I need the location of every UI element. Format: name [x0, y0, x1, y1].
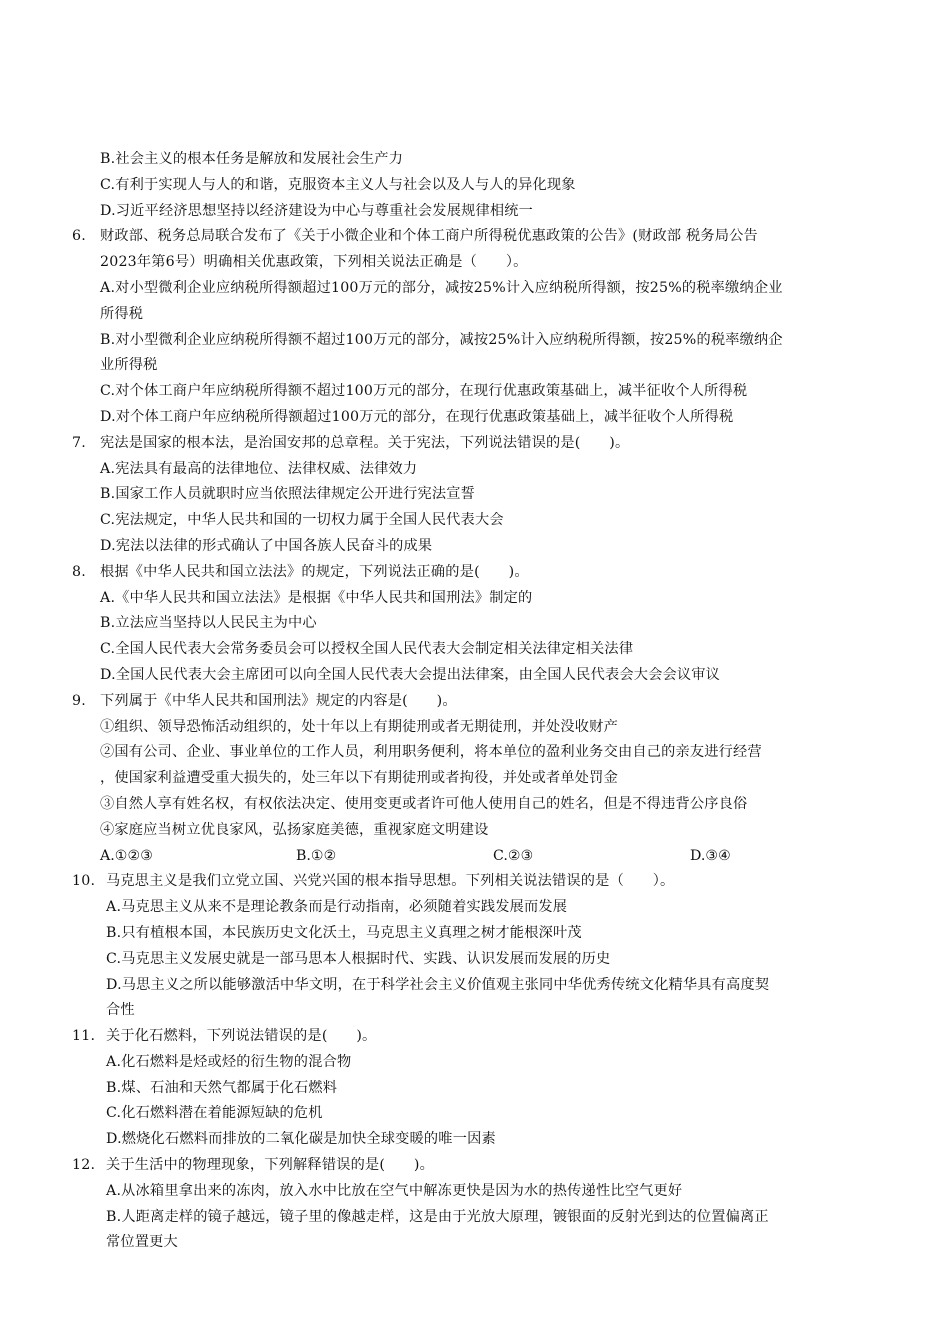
q10-option-c: C.马克思主义发展史就是一部马思本人根据时代、实践、认识发展而发展的历史: [106, 950, 611, 967]
q9-item-3: ③自然人享有姓名权，有权依法决定、使用变更或者许可他人使用自己的姓名，但是不得违背公序良俗: [100, 795, 748, 812]
q9-choice-b: B.①②: [296, 847, 337, 864]
q12-stem-text: 关于生活中的物理现象，下列解释错误的是( )。: [106, 1157, 434, 1174]
q11-option-b: B.煤、石油和天然气都属于化石燃料: [106, 1079, 338, 1096]
q7-option-c: C.宪法规定，中华人民共和国的一切权力属于全国人民代表大会: [100, 512, 504, 529]
q8-option-b: B.立法应当坚持以人民民主为中心: [100, 615, 317, 632]
q11-option-d: D.燃烧化石燃料而排放的二氧化碳是加快全球变暖的唯一因素: [106, 1131, 496, 1148]
q10-stem: [0, 869, 950, 895]
q12-option-a: A.从冰箱里拿出来的冻肉，放入水中比放在空气中解冻更快是因为水的热传递性比空气更好: [106, 1182, 683, 1199]
q9-choice-a: A.①②③: [100, 847, 153, 864]
q11-stem-text: 关于化石燃料，下列说法错误的是( )。: [106, 1028, 377, 1045]
q6-option-a-line1: A.对小型微利企业应纳税所得额超过100万元的部分，减按25%计入应纳税所得额，按25%的税率缴纳企业: [100, 279, 783, 296]
q9-choice-c: C.②③: [493, 847, 534, 864]
q10-number: 10.: [72, 873, 96, 890]
q8-option-c: C.全国人民代表大会常务委员会可以授权全国人民代表大会制定相关法律定相关法律: [100, 641, 634, 658]
q8-stem-text: 根据《中华人民共和国立法法》的规定，下列说法正确的是( )。: [100, 563, 529, 580]
q9-stem-text: 下列属于《中华人民共和国刑法》规定的内容是( )。: [100, 692, 457, 709]
q9-item-4: ④家庭应当树立优良家风，弘扬家庭美德，重视家庭文明建设: [100, 821, 489, 838]
q6-stem-line1: 财政部、税务总局联合发布了《关于小微企业和个体工商户所得税优惠政策的公告》(财政部 税务局公告: [100, 228, 758, 245]
q6-option-c: C.对个体工商户年应纳税所得额不超过100万元的部分，在现行优惠政策基础上，减半征收个人所得税: [100, 383, 748, 400]
q9-item-2-line1: ②国有公司、企业、事业单位的工作人员，利用职务便利，将本单位的盈利业务交由自己的亲友进行经营: [100, 744, 762, 761]
q11-number: 11.: [72, 1028, 96, 1045]
q8-option-d: D.全国人民代表大会主席团可以向全国人民代表大会提出法律案，由全国人民代表会大会会议审议: [100, 666, 721, 683]
q8-stem: [0, 560, 950, 586]
q6-option-d: D.对个体工商户年应纳税所得额超过100万元的部分，在现行优惠政策基础上，减半征收个人所得税: [100, 408, 734, 425]
q7-number: 7.: [72, 434, 86, 451]
q7-option-d: D.宪法以法律的形式确认了中国各族人民奋斗的成果: [100, 537, 433, 554]
q7-stem: [0, 431, 950, 457]
q12-stem: [0, 1153, 950, 1179]
q6-option-b-line2: 业所得税: [100, 357, 158, 374]
q5-option-b: B.社会主义的根本任务是解放和发展社会生产力: [100, 151, 404, 167]
q12-option-b-line2: 常位置更大: [106, 1234, 178, 1251]
q9-item-2-line2: ，使国家利益遭受重大损失的，处三年以下有期徒刑或者拘役，并处或者单处罚金: [100, 770, 618, 787]
q7-stem-text: 宪法是国家的根本法，是治国安邦的总章程。关于宪法，下列说法错误的是( )。: [100, 434, 630, 451]
q9-number: 9.: [72, 692, 86, 709]
q8-number: 8.: [72, 563, 86, 580]
q12-option-b-line1: B.人距离走样的镜子越远，镜子里的像越走样，这是由于光放大原理，镀银面的反射光到达的位置偏离正: [106, 1208, 769, 1225]
q9-item-1: ①组织、领导恐怖活动组织的，处十年以上有期徒刑或者无期徒刑，并处没收财产: [100, 718, 618, 735]
exam-page: [0, 147, 950, 1256]
q11-stem: [0, 1024, 950, 1050]
q9-stem: [0, 689, 950, 715]
q6-number: 6.: [72, 228, 86, 245]
q7-option-b: B.国家工作人员就职时应当依照法律规定公开进行宪法宣誓: [100, 486, 476, 503]
q5-option-c: C.有利于实现人与人的和谐，克服资本主义人与社会以及人与人的异化现象: [100, 176, 576, 193]
q5-option-d: D.习近平经济思想坚持以经济建设为中心与尊重社会发展规律相统一: [100, 202, 534, 219]
q10-option-a: A.马克思主义从来不是理论教条而是行动指南，必须随着实践发展而发展: [106, 899, 568, 916]
q7-option-a: A.宪法具有最高的法律地位、法律权威、法律效力: [100, 460, 418, 477]
q9-choices: [0, 844, 950, 870]
q12-number: 12.: [72, 1157, 96, 1174]
q6-option-a-line2: 所得税: [100, 305, 144, 322]
q11-option-a: A.化石燃料是烃或烃的衍生物的混合物: [106, 1053, 352, 1070]
q10-option-b: B.只有植根本国，本民族历史文化沃土，马克思主义真理之树才能根深叶茂: [106, 924, 582, 941]
q8-option-a: A.《中华人民共和国立法法》是根据《中华人民共和国刑法》制定的: [100, 589, 533, 606]
q10-option-d-line1: D.马思主义之所以能够激活中华文明，在于科学社会主义价值观主张同中华优秀传统文化精华具有高度契: [106, 976, 770, 993]
q10-stem-text: 马克思主义是我们立党立国、兴党兴国的根本指导思想。下列相关说法错误的是（ ）。: [106, 873, 675, 890]
q9-choice-d: D.③④: [690, 847, 731, 864]
q11-option-c: C.化石燃料潜在着能源短缺的危机: [106, 1105, 323, 1122]
q6-option-b-line1: B.对小型微利企业应纳税所得额不超过100万元的部分，减按25%计入应纳税所得额，按25%的税率缴纳企: [100, 331, 783, 348]
q6-stem-line2: 2023年第6号）明确相关优惠政策，下列相关说法正确是（ ）。: [100, 254, 528, 271]
q6-stem: [0, 224, 950, 250]
q10-option-d-line2: 合性: [106, 1002, 135, 1019]
